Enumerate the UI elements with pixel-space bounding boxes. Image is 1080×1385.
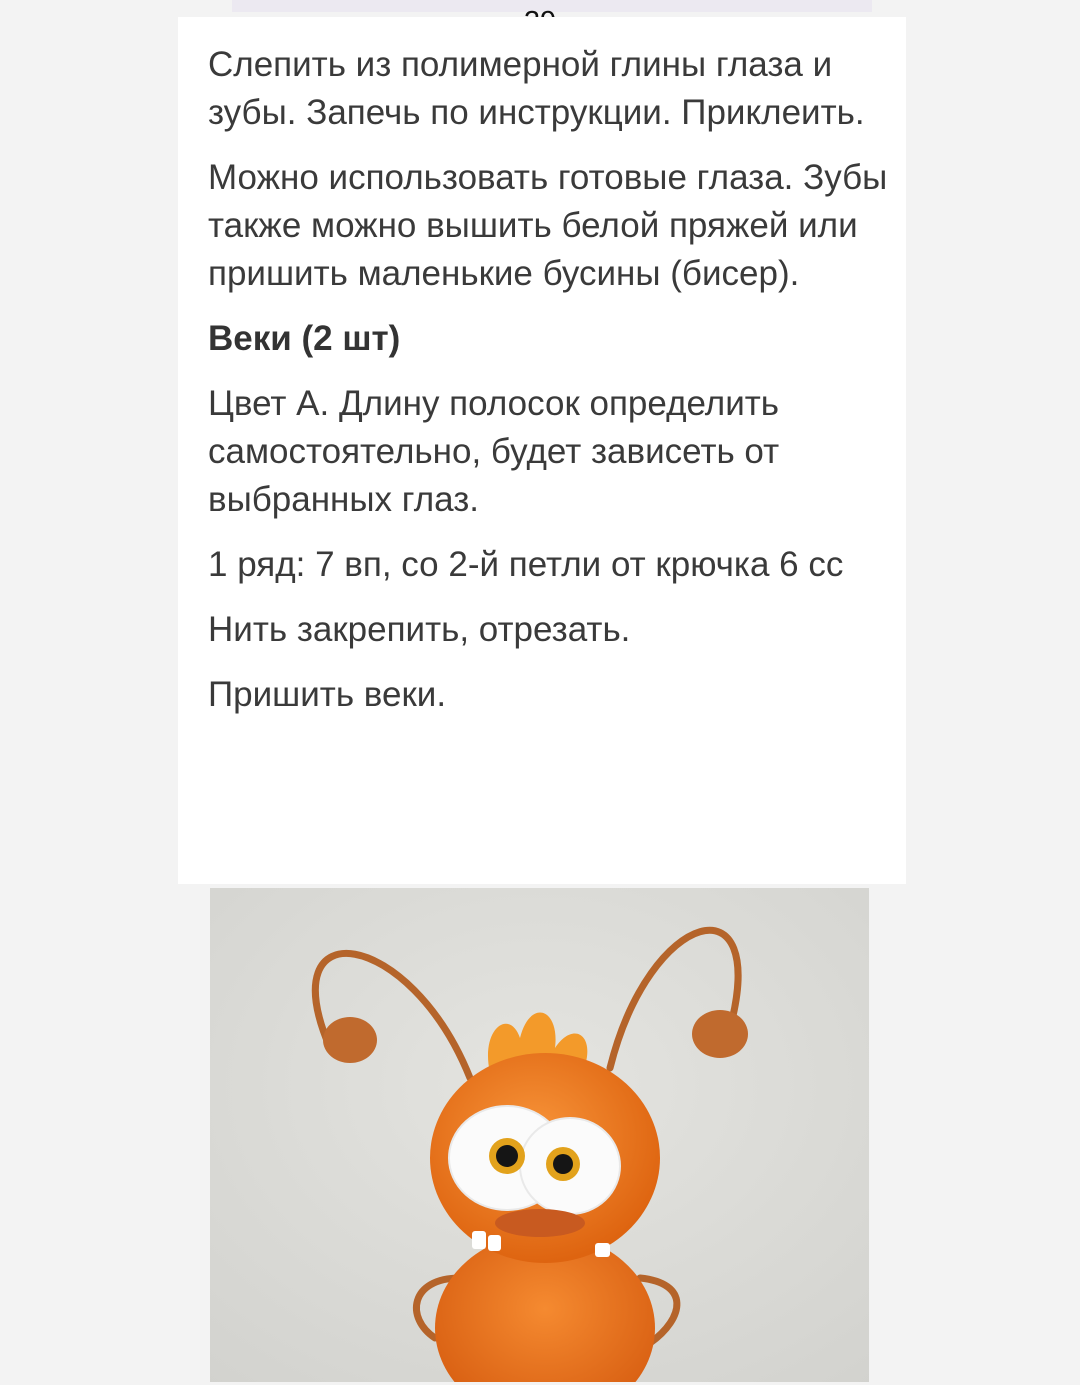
left-tooth (472, 1231, 486, 1249)
paragraph-ready-eyes: Можно использовать готовые глаза. Зубы также можно вышить белой пряжей или пришить маленькие бусины (бисер). (208, 158, 888, 293)
toy-mouth (495, 1209, 585, 1237)
crochet-toy-photo (210, 888, 869, 1382)
left-eye-pupil (496, 1145, 518, 1167)
instructions-text (208, 41, 888, 736)
paragraph-fasten-thread: Нить закрепить, отрезать. (208, 610, 631, 649)
left-antenna-ball (323, 1017, 377, 1063)
paragraph-sew-eyelids: Пришить веки. (208, 675, 447, 714)
paragraph-row-1: 1 ряд: 7 вп, со 2-й петли от крючка 6 сс (208, 545, 844, 584)
right-tooth (595, 1243, 610, 1257)
section-heading-eyelids: Веки (2 шт) (208, 319, 401, 358)
middle-tooth (488, 1235, 501, 1251)
right-eye-pupil (553, 1154, 573, 1174)
right-antenna-ball (692, 1010, 748, 1058)
toy-illustration (210, 888, 869, 1382)
text-card (178, 17, 906, 884)
paragraph-clay-eyes: Слепить из полимерной глины глаза и зубы. Запечь по инструкции. Приклеить. (208, 45, 865, 132)
paragraph-color-a: Цвет А. Длину полосок определить самостоятельно, будет зависеть от выбранных глаз. (208, 384, 780, 519)
